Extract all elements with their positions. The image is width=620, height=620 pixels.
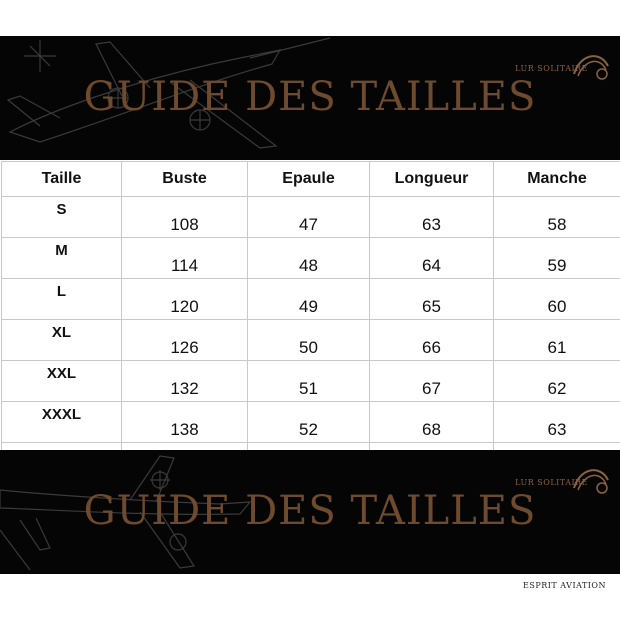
table-row [2,361,620,402]
sleeve-value: 62 [494,361,620,402]
length-value: 68 [370,402,494,443]
shoulder-value: 51 [248,361,370,402]
chest-value: 114 [122,238,248,279]
chest-value: 126 [122,320,248,361]
brand-logo [490,44,610,90]
shoulder-value: 52 [248,402,370,443]
banner-title: GUIDE DES TAILLES [83,488,537,534]
length-value: 64 [370,238,494,279]
size-label: XXXL [2,402,122,443]
table-row [2,402,620,443]
length-value: 63 [370,197,494,238]
header-sleeve: Manche [494,162,620,197]
sleeve-value: 58 [494,197,620,238]
length-value: 67 [370,361,494,402]
banner-title: GUIDE DES TAILLES [83,74,537,120]
size-label: XL [2,320,122,361]
sleeve-value: 61 [494,320,620,361]
length-value: 66 [370,320,494,361]
shoulder-value: 50 [248,320,370,361]
brand-name: LUR SOLITAIRE [515,478,588,487]
chest-value: 120 [122,279,248,320]
sleeve-value: 63 [494,402,620,443]
chest-value: 132 [122,361,248,402]
chest-value: 108 [122,197,248,238]
table-row [2,197,620,238]
table-row [2,320,620,361]
size-guide-table [1,161,620,484]
top-banner [0,36,620,160]
header-size: Taille [2,162,122,197]
table-header-row [2,162,620,197]
header-shoulder: Epaule [248,162,370,197]
shoulder-value: 49 [248,279,370,320]
chest-value: 138 [122,402,248,443]
table-row [2,238,620,279]
shoulder-value: 47 [248,197,370,238]
header-length: Longueur [370,162,494,197]
length-value: 65 [370,279,494,320]
sleeve-value: 60 [494,279,620,320]
footer-tagline: ESPRIT AVIATION [523,581,606,590]
brand-logo [490,458,610,504]
shoulder-value: 48 [248,238,370,279]
size-label: M [2,238,122,279]
brand-name: LUR SOLITAIRE [515,64,588,73]
size-label: S [2,197,122,238]
table-row [2,279,620,320]
size-label: L [2,279,122,320]
bottom-banner [0,450,620,574]
header-chest: Buste [122,162,248,197]
sleeve-value: 59 [494,238,620,279]
size-label: XXL [2,361,122,402]
